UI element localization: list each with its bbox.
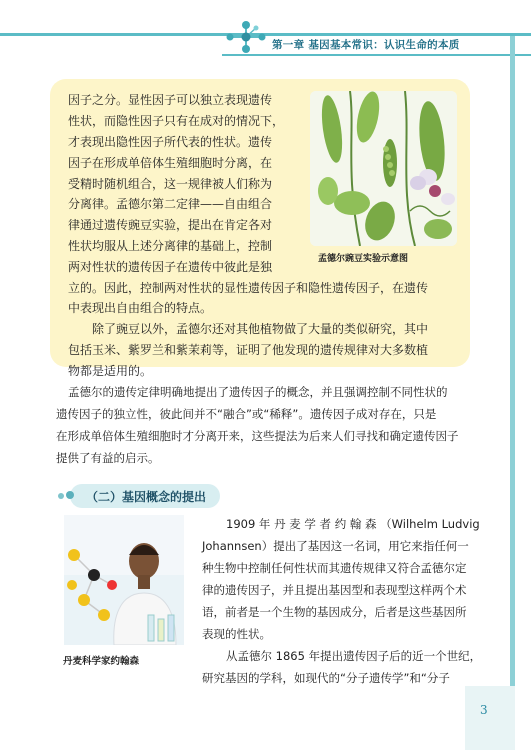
- note-line: 才表现出隐性因子所代表的性状。遗传: [68, 135, 273, 149]
- section-line: 语，前者是一个生物的基因成分，后者是这些基因所: [202, 605, 467, 619]
- section-line: 律的遗传因子，并且提出基因型和表现型这样两个术: [202, 583, 467, 597]
- note-line: 两对性状的遗传因子在遗传中彼此是独: [68, 260, 273, 274]
- body-line: 提供了有益的启示。: [56, 451, 160, 465]
- bullet-dot-icon: [66, 491, 74, 499]
- section-line: 1909 年 丹 麦 学 者 约 翰 森 （Wilhelm Ludvig: [226, 517, 480, 531]
- note-line: 物都是适用的。: [68, 364, 153, 378]
- section-line: 表现的性状。: [202, 627, 271, 641]
- note-line: 性状均服从上述分离律的基础上，控制: [68, 239, 273, 253]
- chapter-title: 第一章 基因基本常识：认识生命的本质: [272, 39, 460, 51]
- note-line: 立的。因此，控制两对性状的显性遗传因子和隐性遗传因子，在遗传: [68, 281, 429, 295]
- note-line: 中表现出自由组合的特点。: [68, 301, 213, 315]
- section-line: Johannsen）提出了基因这一名词，用它来指任何一: [202, 539, 469, 553]
- bullet-dot-icon: [58, 493, 64, 499]
- scientist-photo: [64, 515, 184, 645]
- section-line: 种生物中控制任何性状而其遗传规律又符合孟德尔定: [202, 561, 467, 575]
- note-line: 律通过遗传豌豆实验，提出在肯定各对: [68, 218, 273, 232]
- section-line: 从孟德尔 1865 年提出遗传因子后的近一个世纪，: [226, 649, 482, 663]
- body-line: 孟德尔的遗传定律明确地提出了遗传因子的概念，并且强调控制不同性状的: [68, 385, 448, 399]
- section-line: 研究基因的学科，如现代的“分子遗传学”和“分子: [202, 671, 450, 685]
- note-line: 性状，而隐性因子只有在成对的情况下，: [68, 114, 285, 128]
- note-line: 分离律。孟德尔第二定律——自由组合: [68, 197, 273, 211]
- molecule-icon: [224, 18, 268, 58]
- page-number-tab: [465, 686, 515, 750]
- body-line: 遗传因子的独立性，彼此间并不“融合”或“稀释”。遗传因子成对存在，只是: [56, 407, 437, 421]
- note-line: 包括玉米、紫罗兰和紫茉莉等，证明了他发现的遗传规律对大多数植: [68, 343, 429, 357]
- section-heading-label: （二）基因概念的提出: [86, 490, 207, 504]
- scientist-caption: 丹麦科学家约翰森: [63, 656, 140, 667]
- note-line: 除了豌豆以外，孟德尔还对其他植物做了大量的类似研究，其中: [92, 322, 429, 336]
- note-line: 因子在形成单倍体生殖细胞时分离，在: [68, 156, 273, 170]
- body-line: 在形成单倍体生殖细胞时才分离开来，这些提法为后来人们寻找和确定遗传因子: [56, 429, 459, 443]
- header-rule-bottom: [222, 54, 531, 56]
- pea-plant-illustration: [310, 91, 457, 246]
- pea-image-caption: 孟德尔豌豆实验示意图: [318, 254, 409, 264]
- page-number: 3: [480, 703, 488, 717]
- section-heading: [58, 484, 226, 508]
- note-line: 因子之分。显性因子可以独立表现遗传: [68, 93, 273, 107]
- margin-stripe: [510, 36, 515, 686]
- note-line: 受精时随机组合，这一规律被人们称为: [68, 177, 273, 191]
- page-header: [0, 0, 531, 60]
